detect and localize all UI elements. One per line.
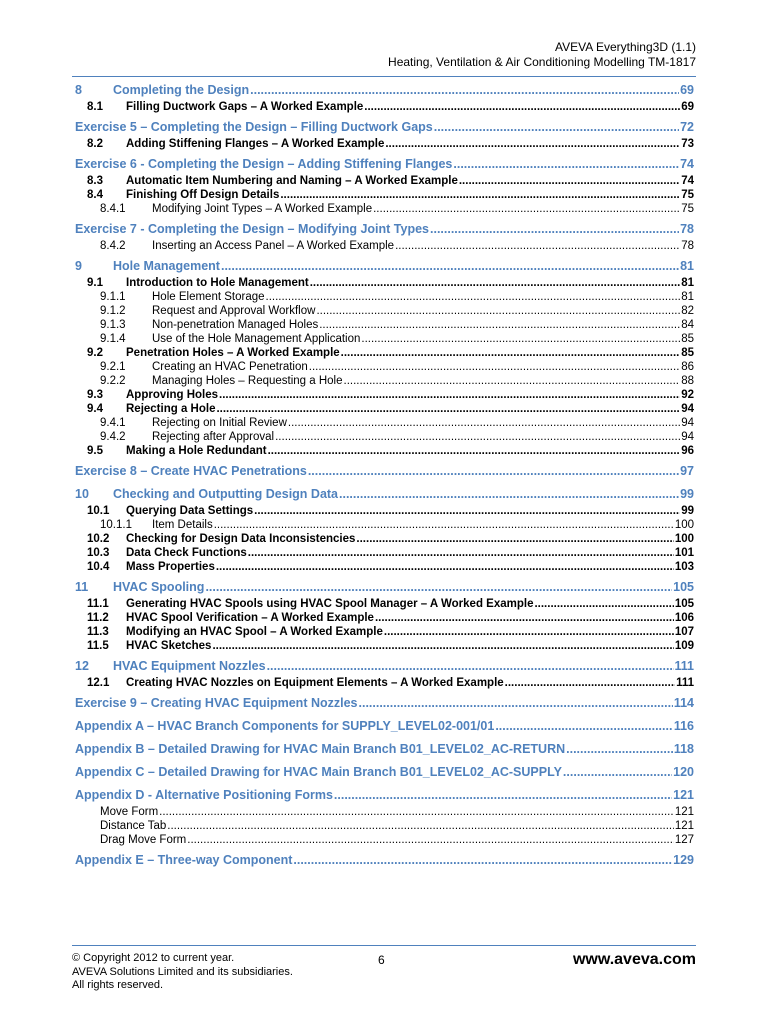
toc-entry-title: Adding Stiffening Flanges – A Worked Example (126, 138, 385, 150)
toc-entry-page: 106 (674, 612, 694, 624)
toc-entry-page: 121 (674, 806, 694, 818)
toc-dot-leader (266, 291, 681, 303)
toc-entry-title: Move Form (100, 806, 159, 818)
toc-entry-number: 9.2 (87, 347, 103, 359)
toc-entry-page: 69 (680, 83, 694, 97)
toc-dot-leader (319, 319, 680, 331)
toc-entry-title: Appendix A – HVAC Branch Components for SUPPLY_LEVEL02-001/01 (75, 719, 495, 733)
toc-entry-title: Mass Properties (126, 561, 215, 573)
toc-dot-leader (216, 561, 674, 573)
toc-entry-title: Data Check Functions (126, 547, 247, 559)
toc-entry-title: Filling Ductwork Gaps – A Worked Example (126, 101, 364, 113)
toc-entry-title: Rejecting a Hole (126, 403, 216, 415)
toc-entry-title: Introduction to Hole Management (126, 277, 309, 289)
toc-entry-title: Distance Tab (100, 820, 167, 832)
toc-dot-leader (159, 806, 674, 818)
toc-entry-title: Exercise 5 – Completing the Design – Filling Ductwork Gaps (75, 120, 433, 134)
toc-dot-leader (364, 101, 680, 113)
footer-divider (72, 945, 696, 946)
toc-entry-number: 8.2 (87, 138, 103, 150)
toc-dot-leader (459, 175, 680, 187)
toc-dot-leader (495, 719, 673, 733)
toc-dot-leader (268, 445, 681, 457)
toc-entry-page: 96 (681, 445, 694, 457)
toc-entry-page: 107 (674, 626, 694, 638)
toc-dot-leader (430, 222, 679, 236)
toc-entry[interactable] (75, 677, 694, 691)
toc-entry-number: 8.4.2 (100, 240, 126, 252)
toc-entry[interactable] (75, 547, 694, 561)
toc-entry-page: 78 (681, 240, 694, 252)
toc-entry-number: 8 (75, 83, 82, 97)
rights-line: All rights reserved. (72, 979, 164, 991)
toc-dot-leader (341, 347, 681, 359)
toc-entry[interactable] (75, 742, 694, 760)
toc-entry[interactable] (75, 626, 694, 640)
toc-entry[interactable] (75, 820, 694, 834)
toc-entry-page: 127 (674, 834, 694, 846)
toc-entry-page: 75 (681, 203, 694, 215)
toc-entry[interactable] (75, 240, 694, 254)
toc-entry-page: 81 (681, 277, 694, 289)
toc-entry[interactable] (75, 189, 694, 203)
toc-entry-number: 9.4.1 (100, 417, 126, 429)
toc-entry-page: 92 (681, 389, 694, 401)
toc-dot-leader (563, 765, 672, 779)
toc-entry-number: 10.1.1 (100, 519, 132, 531)
toc-entry-page: 116 (673, 719, 694, 733)
toc-dot-leader (375, 612, 674, 624)
toc-entry-page: 105 (673, 580, 694, 594)
toc-entry-number: 9.4 (87, 403, 103, 415)
website-link[interactable]: www.aveva.com (572, 951, 696, 968)
toc-entry[interactable] (75, 203, 694, 217)
toc-entry-title: Making a Hole Redundant (126, 445, 267, 457)
toc-entry-title: Appendix E – Three-way Component (75, 853, 293, 867)
toc-entry-title: Modifying Joint Types – A Worked Example (152, 203, 373, 215)
toc-entry[interactable] (75, 259, 694, 277)
toc-entry-number: 9.4.2 (100, 431, 126, 443)
footer-copyright (72, 952, 293, 993)
toc-dot-leader (453, 157, 679, 171)
toc-entry[interactable] (75, 612, 694, 626)
toc-entry[interactable] (75, 389, 694, 403)
toc-entry-title: Exercise 7 - Completing the Design – Modifying Joint Types (75, 222, 429, 236)
toc-entry-number: 11.2 (87, 612, 109, 624)
toc-entry-page: 69 (681, 101, 694, 113)
toc-entry-title: Finishing Off Design Details (126, 189, 280, 201)
toc-entry-number: 10.4 (87, 561, 110, 573)
toc-entry-number: 10.2 (87, 533, 110, 545)
toc-entry-page: 86 (681, 361, 694, 373)
toc-entry-title: Creating an HVAC Penetration (152, 361, 308, 373)
toc-entry[interactable] (75, 853, 694, 871)
toc-entry[interactable] (75, 157, 694, 175)
page-header (388, 40, 696, 70)
toc-entry-number: 11.5 (87, 640, 109, 652)
toc-entry-number: 10.3 (87, 547, 110, 559)
toc-dot-leader (361, 333, 680, 345)
toc-entry-page: 73 (681, 138, 694, 150)
toc-entry[interactable] (75, 519, 694, 533)
page-number: 6 (378, 953, 385, 967)
toc-entry-title: Managing Holes – Requesting a Hole (152, 375, 343, 387)
toc-entry-number: 10 (75, 487, 89, 501)
toc-entry-title: Completing the Design (113, 83, 250, 97)
toc-entry-title: Rejecting on Initial Review (152, 417, 287, 429)
toc-dot-leader (267, 659, 674, 673)
toc-entry-number: 11.3 (87, 626, 109, 638)
toc-entry-page: 121 (673, 788, 694, 802)
toc-entry-page: 74 (680, 157, 694, 171)
toc-entry[interactable] (75, 138, 694, 152)
toc-entry-title: Exercise 9 – Creating HVAC Equipment Nozzles (75, 696, 358, 710)
toc-entry-page: 103 (674, 561, 694, 573)
toc-dot-leader (316, 305, 680, 317)
toc-entry-title: Appendix D - Alternative Positioning Forms (75, 788, 333, 802)
toc-entry-title: Request and Approval Workflow (152, 305, 316, 317)
toc-entry-page: 75 (681, 189, 694, 201)
toc-entry-page: 129 (673, 853, 694, 867)
toc-entry-number: 9.3 (87, 389, 103, 401)
toc-entry[interactable] (75, 347, 694, 361)
toc-entry[interactable] (75, 719, 694, 737)
toc-entry-page: 109 (674, 640, 694, 652)
toc-dot-leader (167, 820, 674, 832)
toc-entry[interactable] (75, 445, 694, 459)
toc-entry[interactable] (75, 505, 694, 519)
toc-dot-leader (280, 189, 680, 201)
toc-entry-page: 84 (681, 319, 694, 331)
toc-entry[interactable] (75, 765, 694, 783)
toc-entry-title: Checking for Design Data Inconsistencies (126, 533, 356, 545)
toc-entry[interactable] (75, 533, 694, 547)
toc-dot-leader (254, 505, 680, 517)
toc-entry-title: Checking and Outputting Design Data (113, 487, 339, 501)
toc-entry-number: 9.1.3 (100, 319, 126, 331)
toc-entry-page: 120 (673, 765, 694, 779)
toc-entry[interactable] (75, 806, 694, 820)
header-course-title: Heating, Ventilation & Air Conditioning Modelling TM-1817 (388, 55, 696, 69)
toc-dot-leader (187, 834, 674, 846)
table-of-contents (75, 83, 694, 871)
copyright-line: © Copyright 2012 to current year. (72, 952, 235, 964)
toc-entry-title: Use of the Hole Management Application (152, 333, 361, 345)
toc-entry[interactable] (75, 83, 694, 101)
toc-entry-number: 9.1.4 (100, 333, 126, 345)
header-divider (72, 76, 696, 77)
toc-entry-page: 121 (674, 820, 694, 832)
toc-dot-leader (221, 259, 679, 273)
toc-entry-page: 74 (681, 175, 694, 187)
toc-entry[interactable] (75, 561, 694, 575)
toc-dot-leader (359, 696, 673, 710)
toc-dot-leader (214, 519, 674, 531)
toc-entry-page: 118 (673, 742, 694, 756)
toc-entry[interactable] (75, 464, 694, 482)
toc-dot-leader (334, 788, 672, 802)
toc-entry-title: Rejecting after Approval (152, 431, 275, 443)
toc-entry-number: 9.1 (87, 277, 103, 289)
toc-entry-page: 94 (681, 417, 694, 429)
toc-dot-leader (216, 403, 680, 415)
toc-entry[interactable] (75, 222, 694, 240)
toc-entry[interactable] (75, 659, 694, 677)
toc-entry-number: 11.1 (87, 598, 109, 610)
toc-dot-leader (384, 626, 674, 638)
toc-entry-number: 8.3 (87, 175, 103, 187)
toc-entry[interactable] (75, 101, 694, 115)
toc-dot-leader (248, 547, 674, 559)
toc-entry[interactable] (75, 403, 694, 417)
toc-entry-title: Generating HVAC Spools using HVAC Spool Manager – A Worked Example (126, 598, 534, 610)
toc-entry[interactable] (75, 361, 694, 375)
toc-entry-title: HVAC Sketches (126, 640, 212, 652)
toc-entry[interactable] (75, 333, 694, 347)
toc-dot-leader (308, 464, 679, 478)
toc-entry[interactable] (75, 291, 694, 305)
toc-entry-number: 9.5 (87, 445, 103, 457)
toc-entry-page: 99 (680, 487, 694, 501)
toc-entry-number: 8.4.1 (100, 203, 126, 215)
toc-dot-leader (385, 138, 680, 150)
toc-entry-page: 78 (680, 222, 694, 236)
toc-entry-title: Penetration Holes – A Worked Example (126, 347, 340, 359)
toc-entry[interactable] (75, 175, 694, 189)
toc-entry[interactable] (75, 277, 694, 291)
toc-entry[interactable] (75, 580, 694, 598)
toc-dot-leader (288, 417, 680, 429)
toc-entry-title: Appendix C – Detailed Drawing for HVAC Main Branch B01_LEVEL02_AC-SUPPLY (75, 765, 562, 779)
toc-dot-leader (275, 431, 680, 443)
toc-entry-page: 82 (681, 305, 694, 317)
toc-entry-page: 85 (681, 333, 694, 345)
toc-entry[interactable] (75, 640, 694, 654)
toc-entry-page: 100 (674, 519, 694, 531)
toc-entry-number: 9.2.1 (100, 361, 126, 373)
toc-dot-leader (250, 83, 679, 97)
toc-entry[interactable] (75, 487, 694, 505)
toc-entry-number: 9 (75, 259, 82, 273)
toc-entry-page: 101 (674, 547, 694, 559)
toc-entry-number: 9.1.2 (100, 305, 126, 317)
toc-entry[interactable] (75, 431, 694, 445)
toc-dot-leader (434, 120, 679, 134)
toc-entry-title: Exercise 6 - Completing the Design – Adding Stiffening Flanges (75, 157, 453, 171)
toc-dot-leader (534, 598, 673, 610)
toc-entry-page: 81 (680, 259, 694, 273)
toc-entry[interactable] (75, 598, 694, 612)
toc-entry-page: 111 (674, 659, 694, 673)
toc-entry-title: Non-penetration Managed Holes (152, 319, 319, 331)
toc-dot-leader (309, 361, 680, 373)
toc-entry[interactable] (75, 375, 694, 389)
toc-dot-leader (373, 203, 680, 215)
toc-dot-leader (566, 742, 673, 756)
toc-entry-page: 81 (681, 291, 694, 303)
toc-entry-page: 114 (673, 696, 694, 710)
toc-entry-title: Querying Data Settings (126, 505, 254, 517)
toc-entry-title: Drag Move Form (100, 834, 187, 846)
toc-entry-number: 8.4 (87, 189, 103, 201)
toc-entry-page: 99 (681, 505, 694, 517)
toc-entry-page: 105 (674, 598, 694, 610)
toc-entry-page: 85 (681, 347, 694, 359)
toc-entry-title: HVAC Equipment Nozzles (113, 659, 266, 673)
company-line: AVEVA Solutions Limited and its subsidiaries. (72, 965, 293, 978)
toc-dot-leader (344, 375, 681, 387)
toc-entry-title: Automatic Item Numbering and Naming – A Worked Example (126, 175, 458, 187)
toc-entry[interactable] (75, 834, 694, 848)
toc-dot-leader (395, 240, 680, 252)
toc-entry[interactable] (75, 417, 694, 431)
toc-entry[interactable] (75, 788, 694, 806)
toc-entry-number: 10.1 (87, 505, 110, 517)
toc-entry-number: 9.2.2 (100, 375, 126, 387)
toc-entry-title: Modifying an HVAC Spool – A Worked Example (126, 626, 383, 638)
toc-entry[interactable] (75, 305, 694, 319)
toc-dot-leader (293, 853, 672, 867)
toc-entry-page: 88 (681, 375, 694, 387)
toc-entry-number: 8.1 (87, 101, 103, 113)
toc-dot-leader (505, 677, 675, 689)
toc-entry-title: Hole Management (113, 259, 220, 273)
toc-dot-leader (205, 580, 672, 594)
toc-dot-leader (356, 533, 673, 545)
toc-entry-number: 11 (75, 580, 89, 594)
toc-entry-title: Inserting an Access Panel – A Worked Example (152, 240, 395, 252)
toc-entry[interactable] (75, 319, 694, 333)
toc-entry-title: Exercise 8 – Create HVAC Penetrations (75, 464, 307, 478)
toc-dot-leader (212, 640, 673, 652)
toc-entry-page: 97 (680, 464, 694, 478)
toc-entry-page: 94 (681, 403, 694, 415)
toc-entry-title: Approving Holes (126, 389, 219, 401)
toc-entry-number: 12.1 (87, 677, 110, 689)
toc-entry-title: HVAC Spooling (113, 580, 205, 594)
toc-entry[interactable] (75, 120, 694, 138)
toc-entry-title: Appendix B – Detailed Drawing for HVAC Main Branch B01_LEVEL02_AC-RETURN (75, 742, 566, 756)
header-product: AVEVA Everything3D (1.1) (555, 40, 696, 54)
toc-entry-page: 94 (681, 431, 694, 443)
toc-dot-leader (339, 487, 679, 501)
toc-dot-leader (219, 389, 680, 401)
toc-entry-number: 9.1.1 (100, 291, 126, 303)
toc-entry-title: Creating HVAC Nozzles on Equipment Elements – A Worked Example (126, 677, 504, 689)
toc-entry-page: 100 (674, 533, 694, 545)
toc-entry-title: Item Details (152, 519, 213, 531)
toc-entry-number: 12 (75, 659, 89, 673)
toc-entry[interactable] (75, 696, 694, 714)
toc-entry-title: HVAC Spool Verification – A Worked Example (126, 612, 374, 624)
toc-entry-title: Hole Element Storage (152, 291, 265, 303)
toc-dot-leader (310, 277, 680, 289)
toc-entry-page: 72 (680, 120, 694, 134)
toc-entry-page: 111 (676, 677, 694, 689)
